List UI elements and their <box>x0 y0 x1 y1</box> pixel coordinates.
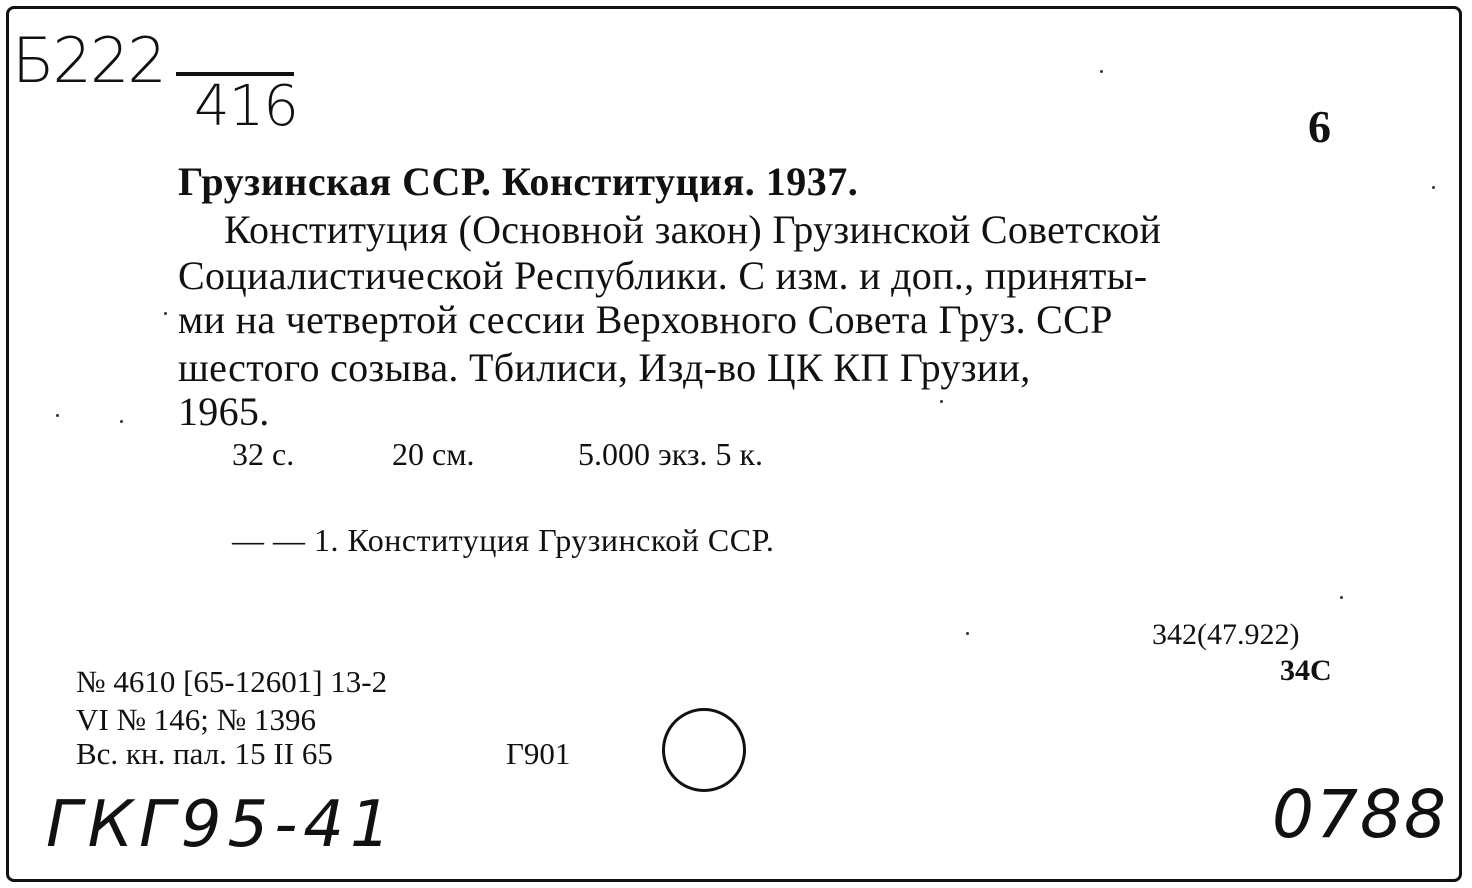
classification-number: 342(47.922) <box>1152 618 1300 651</box>
collation-size: 20 см. <box>392 436 475 472</box>
description-line: шестого созыва. Тбилиси, Изд-во ЦК КП Грузии, <box>178 345 1031 390</box>
scan-speck <box>56 414 59 417</box>
publication-info-line: № 4610 [65-12601] 13-2 <box>76 664 388 699</box>
catalog-heading: Грузинская ССР. Конституция. 1937. <box>178 159 859 204</box>
publication-info-line: Вс. кн. пал. 15 II 65 <box>76 736 333 771</box>
publication-info-line: VI № 146; № 1396 <box>76 702 316 737</box>
scan-speck <box>120 420 123 423</box>
description-line: Конституция (Основной закон) Грузинской Советской <box>224 207 1162 252</box>
handwritten-shelfmark-right: 416 <box>194 74 298 139</box>
card-number: 6 <box>1308 101 1331 152</box>
handwritten-number: 0788 <box>1272 776 1448 853</box>
handwritten-shelfmark-left: Б222 <box>12 24 165 97</box>
handwritten-inventory-mark: ГКГ95-41 <box>46 788 397 862</box>
author-mark: 34С <box>1280 654 1332 687</box>
collation-pages: 32 с. <box>232 436 295 472</box>
stamp-circle <box>662 708 746 792</box>
scan-speck <box>1100 70 1103 73</box>
subject-tracing: — — 1. Конституция Грузинской ССР. <box>232 522 775 558</box>
collation-copies-price: 5.000 экз. 5 к. <box>578 436 764 472</box>
description-line: 1965. <box>178 389 270 434</box>
scan-speck <box>164 312 167 315</box>
scan-speck <box>940 400 943 403</box>
description-line: ми на четвертой сессии Верховного Совета Груз. ССР <box>178 297 1113 342</box>
scan-speck <box>1340 596 1343 599</box>
print-code: Г901 <box>506 736 571 771</box>
description-line: Социалистической Республики. С изм. и доп., приняты- <box>178 253 1148 298</box>
scan-speck <box>966 632 969 635</box>
scan-speck <box>1432 186 1435 189</box>
